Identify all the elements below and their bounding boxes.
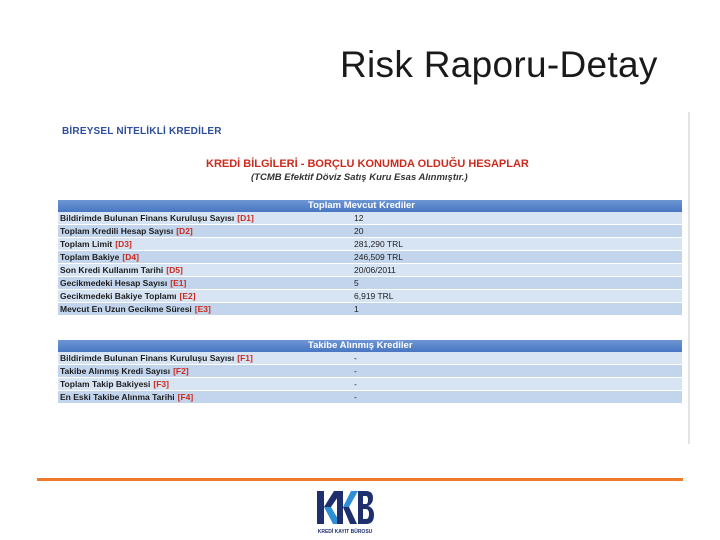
slide-title: Risk Raporu-Detay xyxy=(340,44,658,85)
table-row xyxy=(58,352,682,365)
accent-divider xyxy=(37,478,683,481)
row-label: Toplam Limit [D3] xyxy=(60,239,132,249)
table-row xyxy=(58,391,682,404)
row-label: Mevcut En Uzun Gecikme Süresi [E3] xyxy=(60,304,211,314)
table-row xyxy=(58,290,682,303)
row-label: Bildirimde Bulunan Finans Kuruluşu Sayısı [F1] xyxy=(60,353,253,363)
row-value: 5 xyxy=(354,278,359,288)
row-value: 20 xyxy=(354,226,364,236)
field-code: [E1] xyxy=(170,278,187,288)
row-label: Toplam Takip Bakiyesi [F3] xyxy=(60,379,169,389)
field-code: [D5] xyxy=(166,265,183,275)
field-code: [F4] xyxy=(177,392,194,402)
row-value: - xyxy=(354,392,357,402)
row-label: Gecikmedeki Bakiye Toplamı [E2] xyxy=(60,291,196,301)
row-label: Bildirimde Bulunan Finans Kuruluşu Sayısı [D1] xyxy=(60,213,254,223)
row-value: - xyxy=(354,353,357,363)
table-row xyxy=(58,225,682,238)
row-label: Takibe Alınmış Kredi Sayısı [F2] xyxy=(60,366,189,376)
table-row xyxy=(58,238,682,251)
field-code: [F2] xyxy=(173,366,189,376)
field-code: [D2] xyxy=(176,226,193,236)
report-subtitle: (TCMB Efektif Döviz Satış Kuru Esas Alınmıştır.) xyxy=(251,172,468,183)
followup-credits-table xyxy=(58,340,682,404)
row-label: En Eski Takibe Alınma Tarihi [F4] xyxy=(60,392,194,402)
row-label: Toplam Kredili Hesap Sayısı [D2] xyxy=(60,226,193,236)
field-code: [E3] xyxy=(194,304,211,314)
report-title: KREDİ BİLGİLERİ - BORÇLU KONUMDA OLDUĞU HESAPLAR xyxy=(206,158,529,170)
row-value: - xyxy=(354,379,357,389)
row-value: 281,290 TRL xyxy=(354,239,403,249)
table-header: Toplam Mevcut Krediler xyxy=(58,200,682,212)
report-scan xyxy=(56,112,690,444)
row-label: Gecikmedeki Hesap Sayısı [E1] xyxy=(60,278,187,288)
field-code: [D4] xyxy=(122,252,139,262)
row-value: 20/06/2011 xyxy=(354,265,396,275)
row-label: Son Kredi Kullanım Tarihi [D5] xyxy=(60,265,183,275)
field-code: [D1] xyxy=(237,213,254,223)
row-value: 6,919 TRL xyxy=(354,291,394,301)
row-value: 12 xyxy=(354,213,364,223)
row-value: 1 xyxy=(354,304,359,314)
row-value: - xyxy=(354,366,357,376)
field-code: [E2] xyxy=(179,291,196,301)
row-value: 246,509 TRL xyxy=(354,252,403,262)
table-row xyxy=(58,303,682,316)
table-row xyxy=(58,212,682,225)
section-heading: BİREYSEL NİTELİKLİ KREDİLER xyxy=(62,126,222,137)
table-row xyxy=(58,251,682,264)
table-row xyxy=(58,365,682,378)
kkb-logo xyxy=(314,488,376,536)
table-header: Takibe Alınmış Krediler xyxy=(58,340,682,352)
logo-caption: KREDİ KAYIT BÜROSU xyxy=(317,529,373,535)
current-credits-table xyxy=(58,200,682,316)
table-row xyxy=(58,378,682,391)
field-code: [D3] xyxy=(115,239,132,249)
field-code: [F1] xyxy=(237,353,253,363)
row-label: Toplam Bakiye [D4] xyxy=(60,252,139,262)
field-code: [F3] xyxy=(153,379,169,389)
table-row xyxy=(58,277,682,290)
table-row xyxy=(58,264,682,277)
